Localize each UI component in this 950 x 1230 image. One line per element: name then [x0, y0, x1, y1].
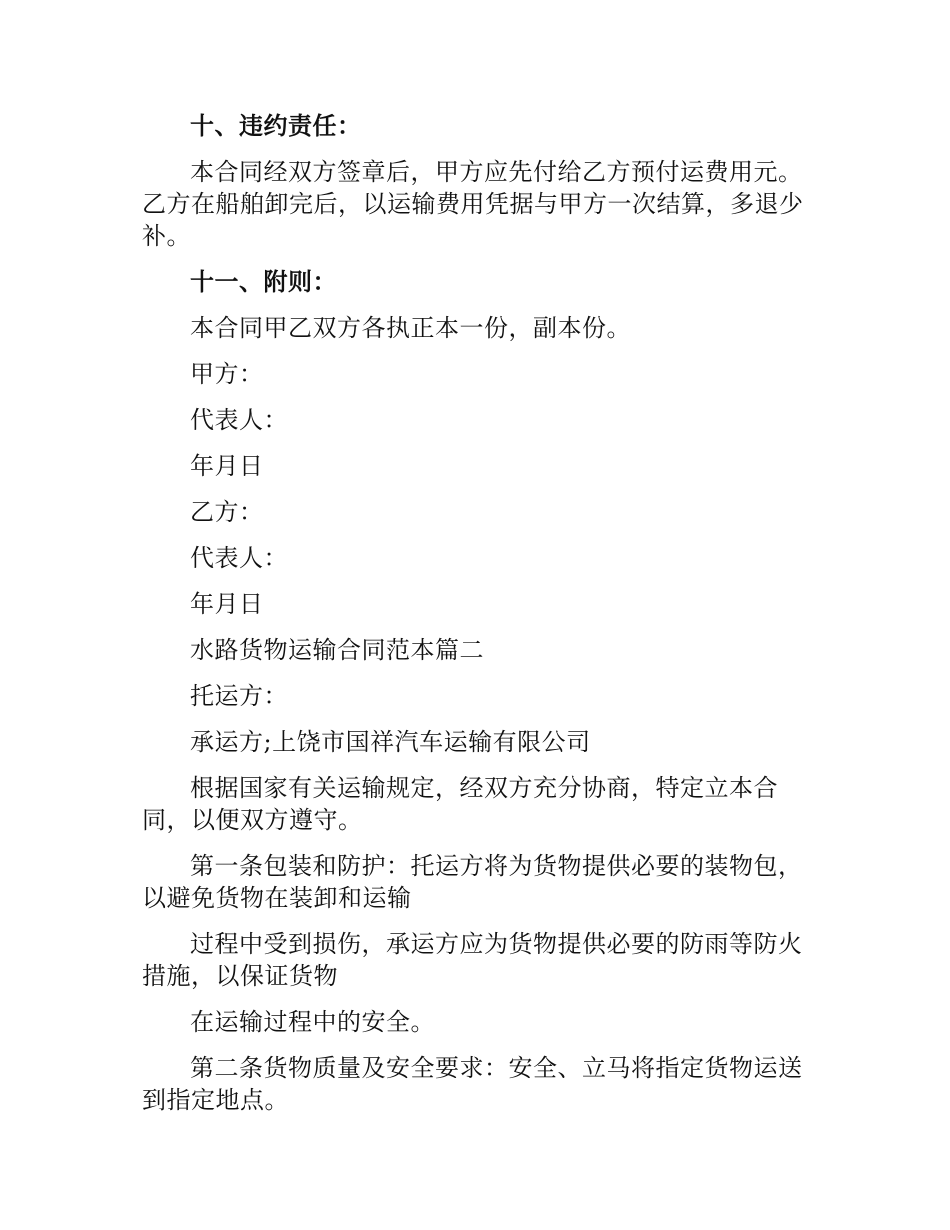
- carrier-label: 承运方;上饶市国祥汽车运输有限公司: [190, 728, 591, 756]
- paragraph-preamble: 根据国家有关运输规定，经双方充分协商，特定立本合同，以便双方遵守。: [142, 774, 778, 834]
- paragraph-copies: 本合同甲乙双方各执正本一份，副本份。: [190, 314, 631, 342]
- party-b-label: 乙方：: [190, 498, 264, 526]
- consignor-label: 托运方：: [190, 682, 288, 710]
- document-page: [142, 110, 820, 1130]
- section-heading-breach: 十、违约责任：: [190, 111, 362, 140]
- section-heading-appendix: 十一、附则：: [190, 267, 337, 296]
- party-a-label: 甲方：: [190, 360, 264, 388]
- paragraph-article-one-end: 在运输过程中的安全。: [190, 1008, 435, 1036]
- paragraph-article-two: 第二条货物质量及安全要求：安全、立马将指定货物运送到指定地点。: [142, 1054, 803, 1114]
- party-b-representative: 代表人：: [190, 544, 288, 572]
- party-a-date: 年月日: [190, 452, 264, 480]
- paragraph-article-one-cont: 过程中受到损伤，承运方应为货物提供必要的防雨等防火措施，以保证货物: [142, 930, 803, 990]
- paragraph-breach-terms: 本合同经双方签章后，甲方应先付给乙方预付运费用元。乙方在船舶卸完后，以运输费用凭据与甲方一次结算，多退少补。: [142, 158, 804, 250]
- paragraph-article-one: 第一条包装和防护：托运方将为货物提供必要的装物包，以避免货物在装卸和运输: [142, 852, 803, 912]
- party-a-representative: 代表人：: [190, 406, 288, 434]
- party-b-date: 年月日: [190, 590, 264, 618]
- contract-title-part-two: 水路货物运输合同范本篇二: [190, 636, 484, 664]
